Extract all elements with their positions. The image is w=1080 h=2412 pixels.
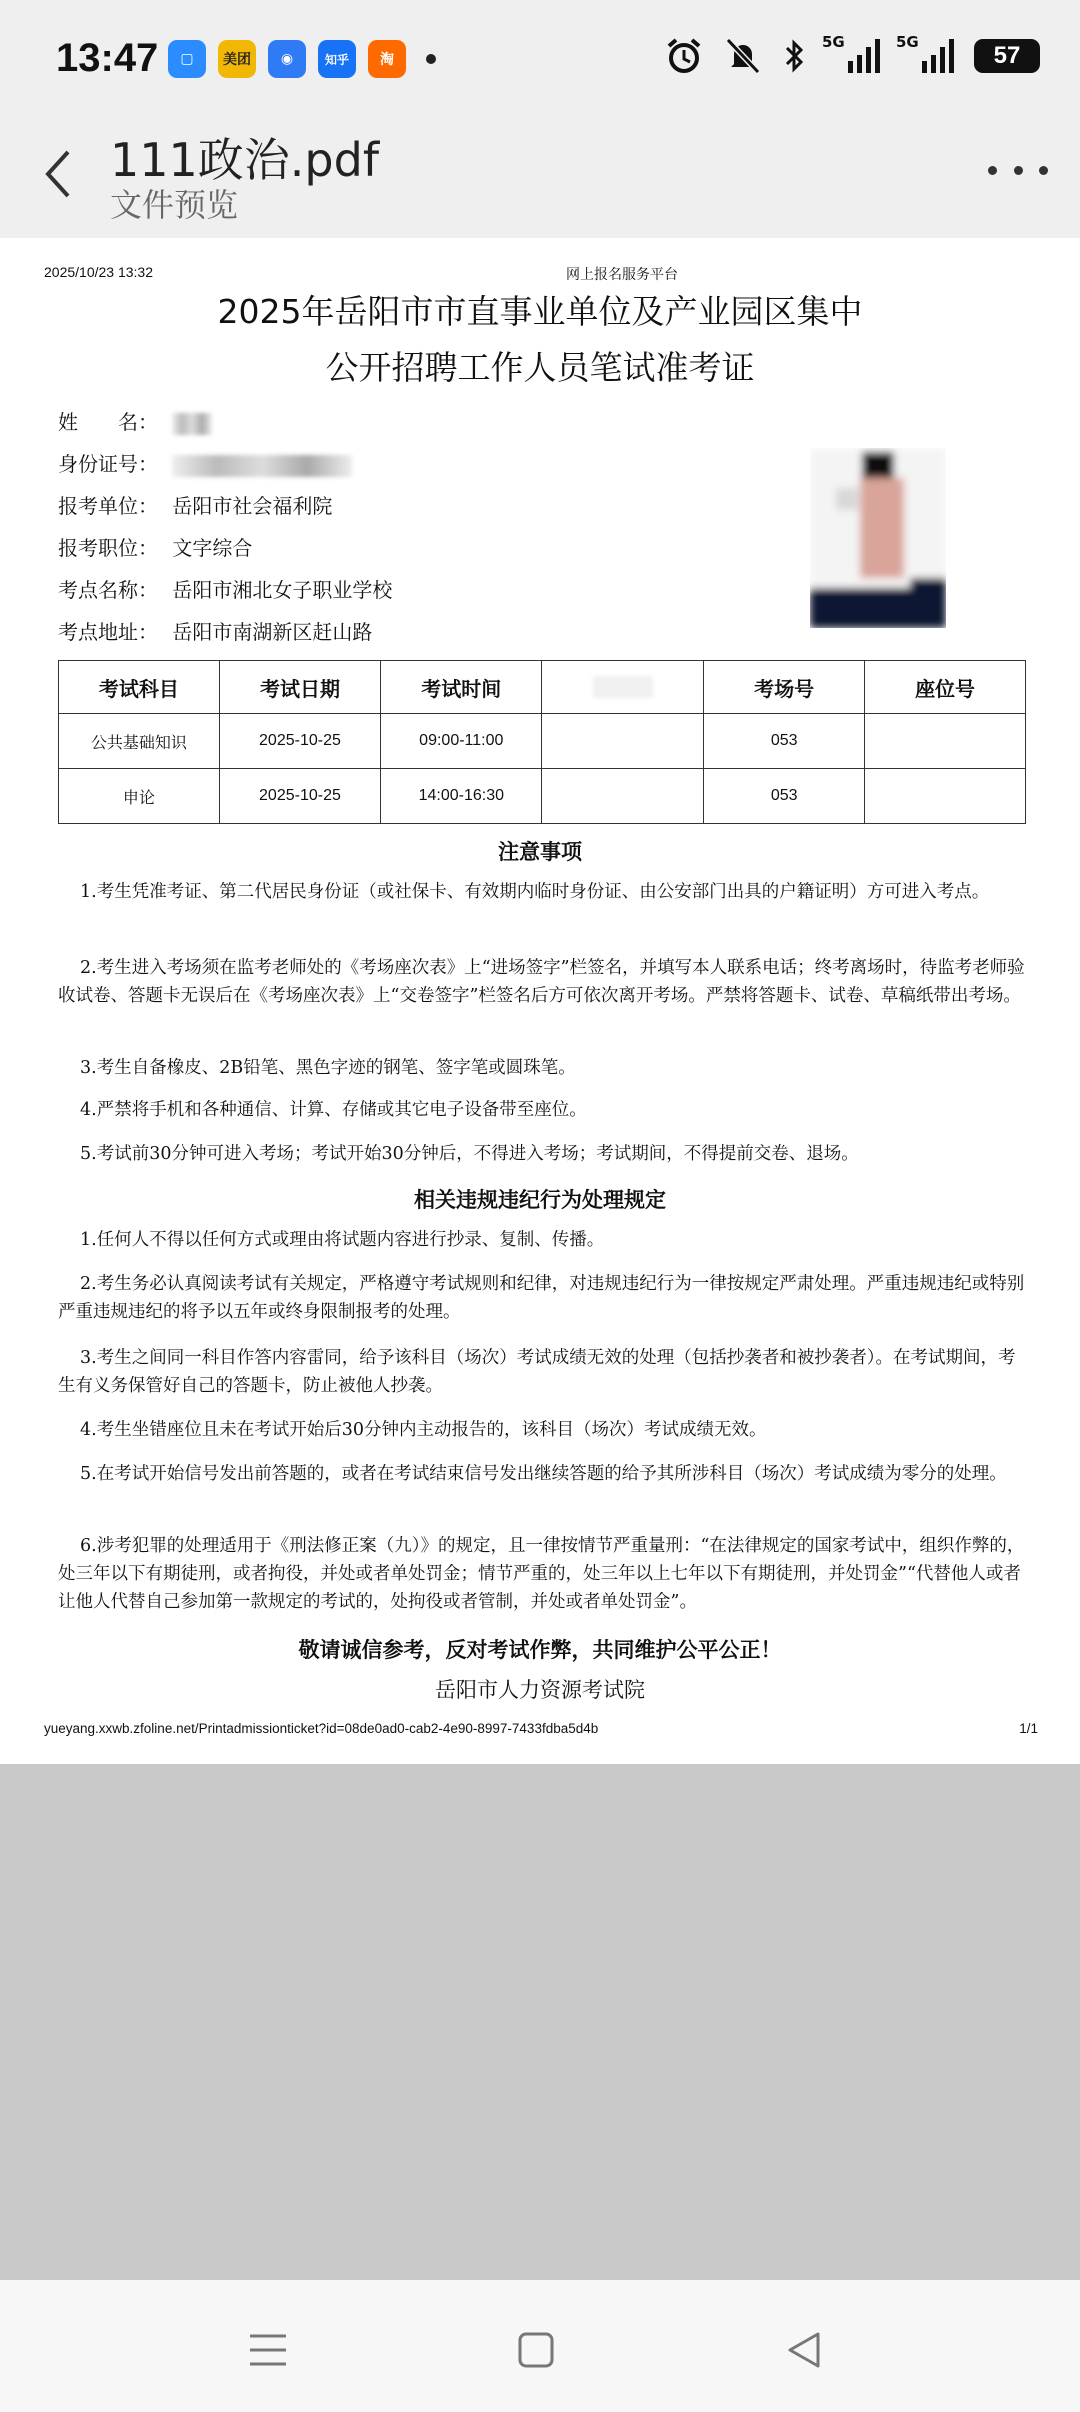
- venue-field: [58, 574, 392, 603]
- more-notifications-dot-icon: [426, 54, 436, 64]
- cell-room: 053: [704, 769, 865, 824]
- clock: 13:47: [56, 36, 159, 80]
- cell-subject: 申论: [59, 769, 220, 824]
- field-label: 报考单位：: [58, 494, 158, 518]
- table-row: [59, 769, 1026, 824]
- integrity-slogan: 敬请诚信参考，反对考试作弊，共同维护公平公正！: [298, 1638, 782, 1662]
- notice-4: 4.严禁将手机和各种通信、计算、存储或其它电子设备带至座位。: [80, 1100, 587, 1120]
- cell-time: 09:00-11:00: [381, 714, 542, 769]
- field-label: 考点名称：: [58, 578, 158, 602]
- rule-3: 3.考生之间同一科目作答内容雷同，给予该科目（场次）考试成绩无效的处理（包括抄袭者和被抄袭者）。在考试期间，考生有义务保管好自己的答题卡，防止被他人抄袭。: [58, 1348, 1016, 1396]
- notice-2: 2.考生进入考场须在监考老师处的《考场座次表》上“进场签字”栏签名，并填写本人联系电话；终考离场时，待监考老师验收试卷、答题卡无误后在《考场座次表》上“交卷签字”栏签名后方可依次离开考场。严禁将答题卡、试卷、草稿纸带出考场。: [58, 958, 1025, 1006]
- more-options-icon[interactable]: [988, 160, 1048, 180]
- source-url: yueyang.xxwb.zfoline.net/Printadmissionticket?id=08de0ad0-cab2-4e90-8997-7433fdba5d4b: [44, 1721, 599, 1736]
- page-number: 1/1: [1019, 1721, 1038, 1736]
- cell-date: 2025-10-25: [219, 769, 380, 824]
- cell-redacted: [542, 769, 704, 824]
- cell-seat: [865, 714, 1026, 769]
- home-square-icon[interactable]: [510, 2324, 562, 2376]
- menu-icon[interactable]: [242, 2324, 294, 2376]
- field-value: 文字综合: [172, 536, 253, 560]
- col-seat: 座位号: [865, 661, 1026, 714]
- network-type-label: 5G: [896, 33, 919, 51]
- redacted-value: [172, 455, 352, 477]
- unit-field: [58, 490, 332, 519]
- system-status-icons: [664, 33, 1040, 76]
- field-label: 报考职位：: [58, 536, 158, 560]
- meituan-app-icon: 美团: [218, 40, 256, 78]
- cell-date: 2025-10-25: [219, 714, 380, 769]
- file-subtitle: 文件预览: [110, 186, 239, 224]
- rule-4: 4.考生坐错座位且未在考试开始后30分钟内主动报告的，该科目（场次）考试成绩无效。: [80, 1420, 767, 1440]
- notice-1: 1.考生凭准考证、第二代居民身份证（或社保卡、有效期内临时身份证、由公安部门出具的户籍证明）方可进入考点。: [80, 882, 990, 902]
- notification-app-icons: [168, 40, 436, 78]
- back-arrow-icon[interactable]: [38, 144, 82, 204]
- cell-time: 14:00-16:30: [381, 769, 542, 824]
- mute-bell-icon: [724, 36, 762, 76]
- signal-5g-1-icon: [822, 33, 880, 73]
- file-title: 111政治.pdf: [110, 133, 380, 187]
- field-value: 岳阳市社会福利院: [172, 494, 333, 518]
- signal-5g-2-icon: [896, 33, 954, 73]
- rule-6: 6.涉考犯罪的处理适用于《刑法修正案（九）》的规定，且一律按情节严重量刑：“在法律规定的国家考试中，组织作弊的，处三年以下有期徒刑，或者拘役，并处或者单处罚金；情节严重的，处三年以上七年以下有期徒刑，并处罚金”“代替他人或者让他人代替自己参加第一款规定的考试的，处拘役或者管制，并处或者单处罚金”。: [58, 1536, 1025, 1612]
- zhihu-app-icon: 知乎: [318, 40, 356, 78]
- notice-title: 注意事项: [498, 840, 582, 864]
- field-label: 姓 名：: [58, 410, 158, 434]
- site-name: 网上报名服务平台: [566, 266, 678, 282]
- cell-room: 053: [704, 714, 865, 769]
- redacted-value: [172, 413, 212, 435]
- address-field: [58, 616, 372, 645]
- table-header-row: [59, 661, 1026, 714]
- app-header: [0, 120, 1080, 238]
- cell-seat: [865, 769, 1026, 824]
- col-redacted: [542, 661, 704, 714]
- field-label: 身份证号：: [58, 452, 158, 476]
- candidate-photo-blurred: [810, 448, 946, 628]
- system-nav-bar: [0, 2280, 1080, 2412]
- table-row: [59, 714, 1026, 769]
- pdf-page: [0, 238, 1080, 1764]
- bluetooth-icon: [782, 36, 806, 76]
- notice-3: 3.考生自备橡皮、2B铅笔、黑色字迹的钢笔、签字笔或圆珠笔。: [80, 1058, 576, 1078]
- field-value: 岳阳市湘北女子职业学校: [172, 578, 393, 602]
- alarm-icon: [664, 36, 704, 76]
- issuer-name: 岳阳市人力资源考试院: [435, 1678, 645, 1702]
- rule-5: 5.在考试开始信号发出前答题的，或者在考试结束信号发出继续答题的给予其所涉科目（场次）考试成绩为零分的处理。: [80, 1464, 1007, 1484]
- id-number-field: [58, 448, 352, 477]
- exam-schedule-table: [58, 660, 1026, 824]
- position-field: [58, 532, 252, 561]
- col-date: 考试日期: [219, 661, 380, 714]
- field-value: 岳阳市南湖新区赶山路: [172, 620, 373, 644]
- battery-indicator: 57: [974, 39, 1040, 73]
- col-subject: 考试科目: [59, 661, 220, 714]
- name-field: [58, 406, 212, 435]
- doc-title-line1: 2025年岳阳市市直事业单位及产业园区集中: [217, 292, 863, 331]
- status-bar: [0, 0, 1080, 120]
- rules-title: 相关违规违纪行为处理规定: [414, 1188, 666, 1212]
- browser-app-icon: ◉: [268, 40, 306, 78]
- files-app-icon: ▢: [168, 40, 206, 78]
- notice-5: 5.考试前30分钟可进入考场；考试开始30分钟后，不得进入考场；考试期间，不得提前交卷、退场。: [80, 1144, 859, 1164]
- cell-redacted: [542, 714, 704, 769]
- rule-2: 2.考生务必认真阅读考试有关规定，严格遵守考试规则和纪律，对违规违纪行为一律按规定严肃处理。严重违规违纪或特别严重违规违纪的将予以五年或终身限制报考的处理。: [58, 1274, 1025, 1322]
- network-type-label: 5G: [822, 33, 845, 51]
- cell-subject: 公共基础知识: [59, 714, 220, 769]
- field-label: 考点地址：: [58, 620, 158, 644]
- doc-title-line2: 公开招聘工作人员笔试准考证: [325, 348, 755, 387]
- print-date: 2025/10/23 13:32: [44, 264, 153, 280]
- col-time: 考试时间: [381, 661, 542, 714]
- rule-1: 1.任何人不得以任何方式或理由将试题内容进行抄录、复制、传播。: [80, 1230, 605, 1250]
- col-room: 考场号: [704, 661, 865, 714]
- taobao-app-icon: 淘: [368, 40, 406, 78]
- back-triangle-icon[interactable]: [778, 2324, 830, 2376]
